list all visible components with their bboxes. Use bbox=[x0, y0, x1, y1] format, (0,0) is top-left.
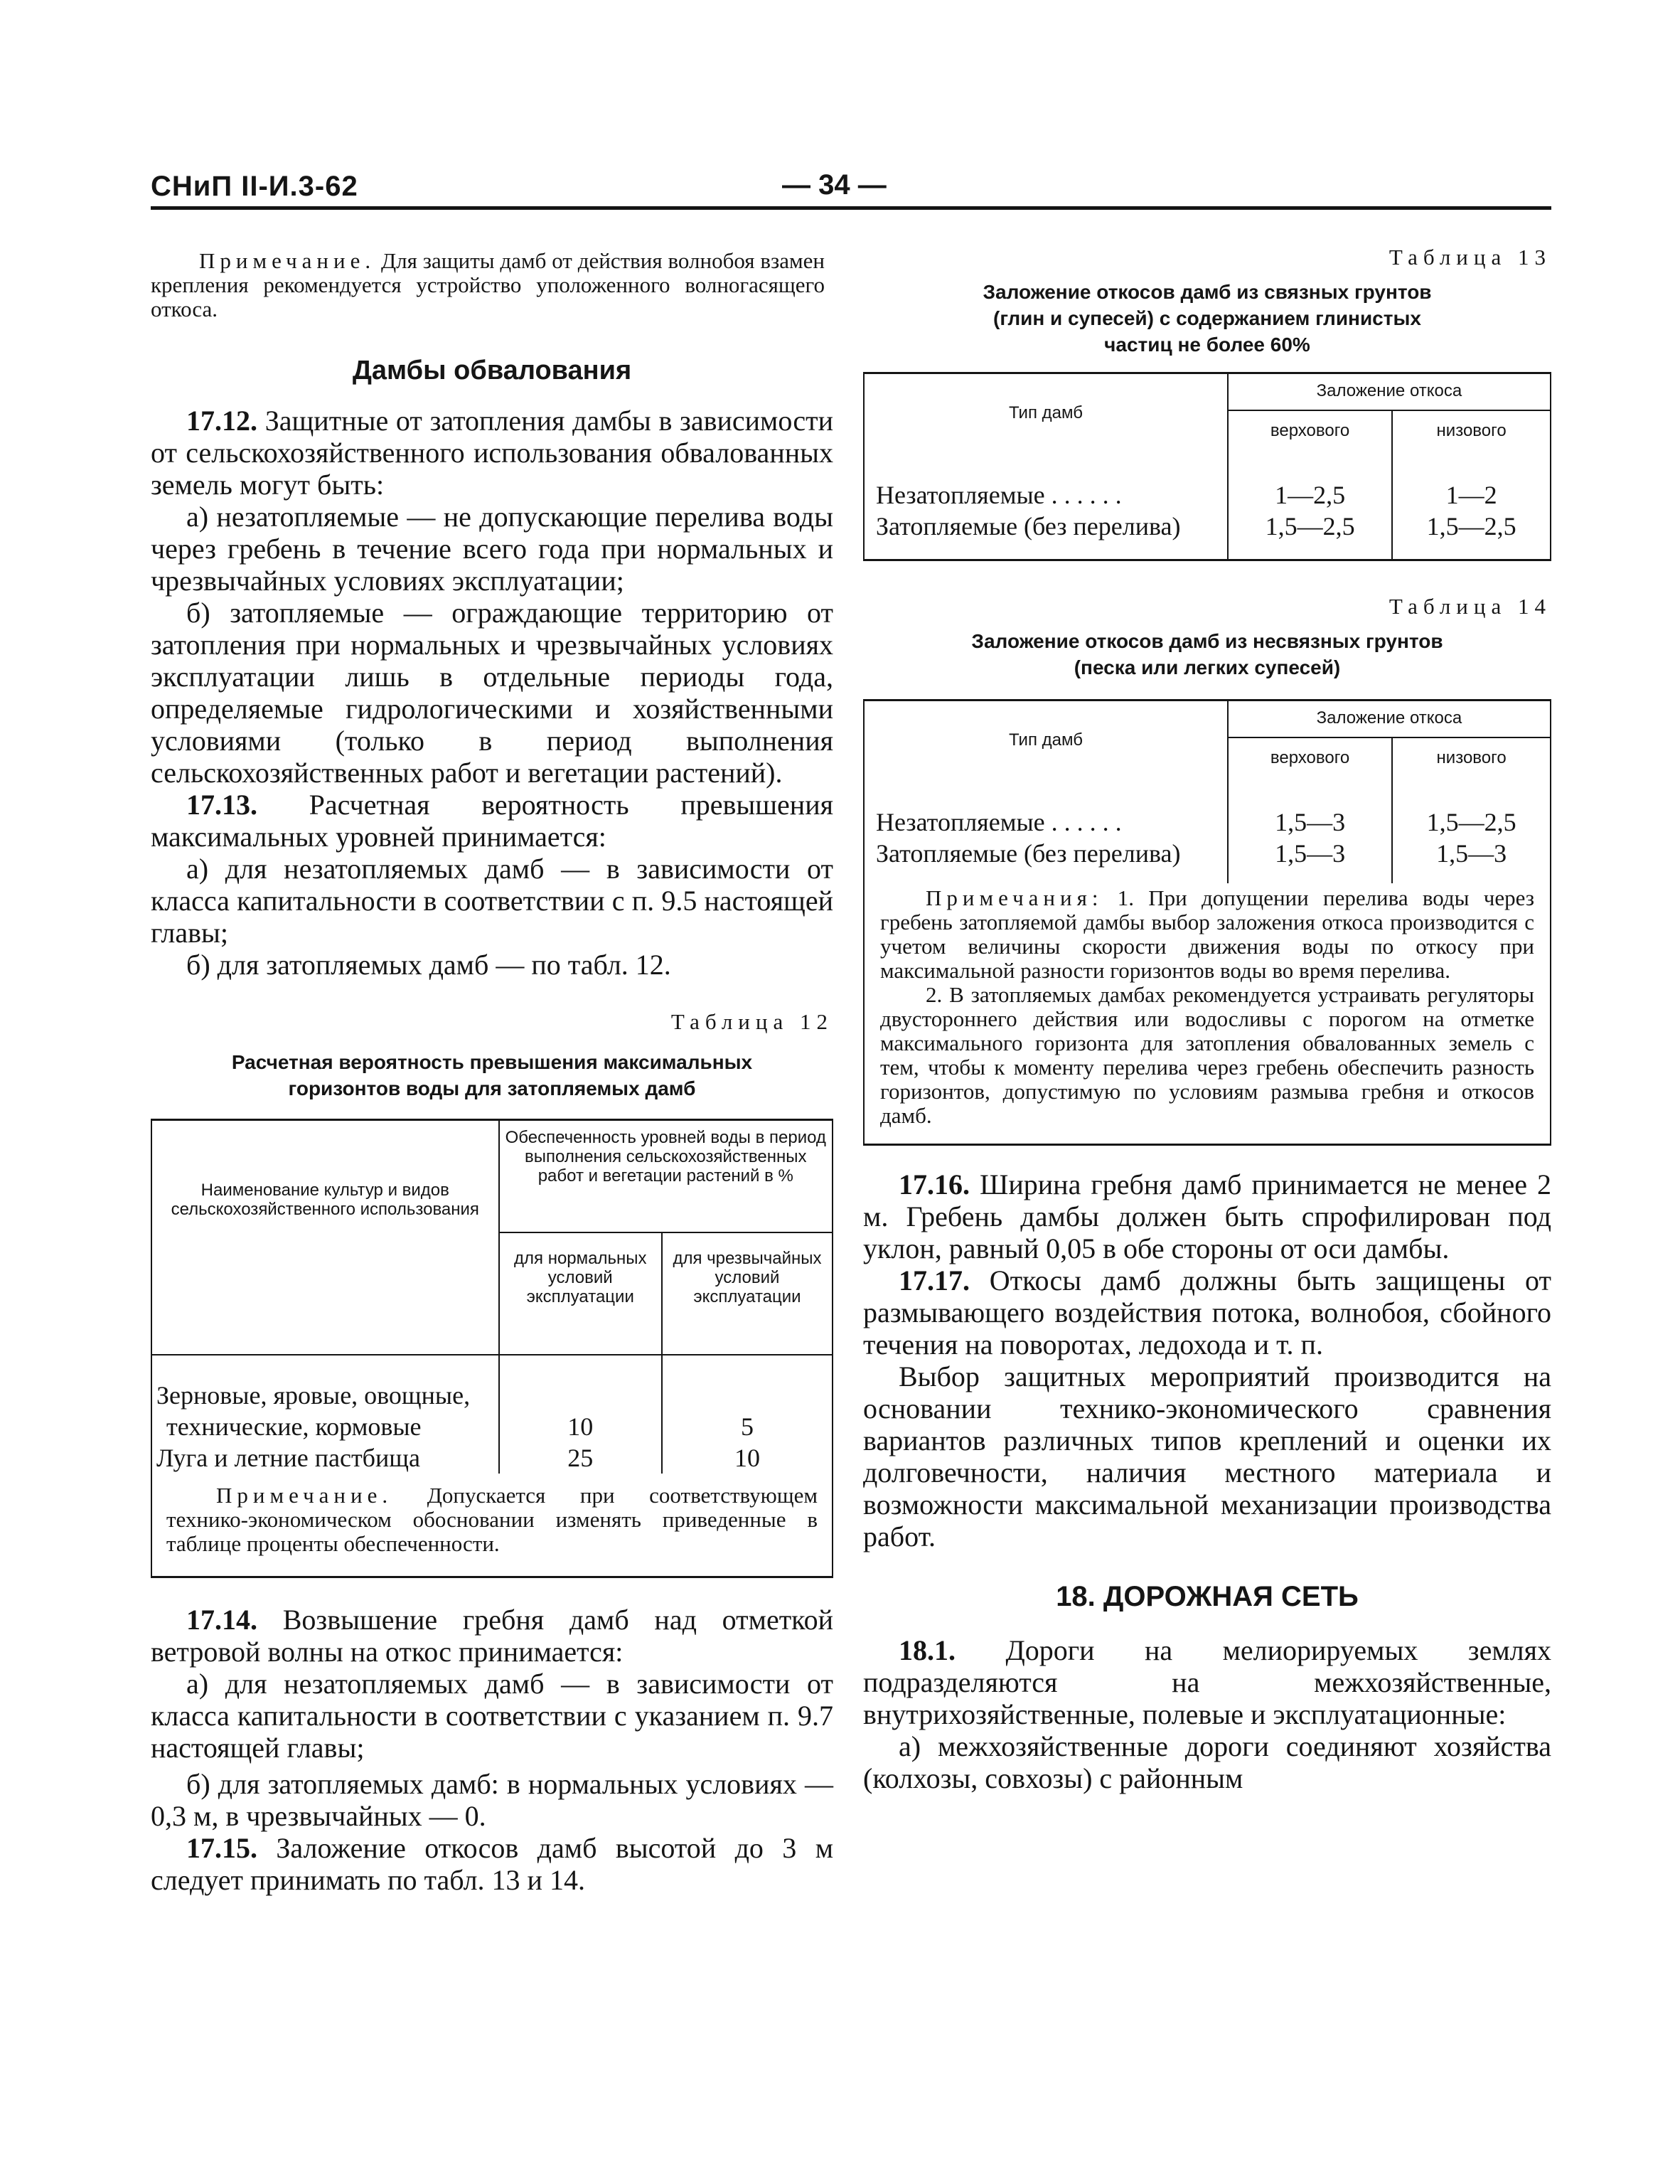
table-12-header-col1 bbox=[152, 1121, 499, 1355]
note-label: Примечание. bbox=[216, 1483, 393, 1508]
header-text: Заложение откоса bbox=[1316, 381, 1462, 400]
table-12-note-text bbox=[166, 1483, 818, 1556]
table-14-title-line1: Заложение откосов дамб из несвязных грунтов bbox=[971, 630, 1443, 652]
table-14-title-line2: (песка или легких супесей) bbox=[1074, 656, 1341, 678]
paragraph-number: 17.13. bbox=[186, 789, 257, 821]
paragraph-17-16 bbox=[863, 1168, 1551, 1264]
paragraph-number: 17.16. bbox=[899, 1168, 970, 1200]
section-title-road-network: 18. ДОРОЖНАЯ СЕТЬ bbox=[1056, 1581, 1359, 1612]
header-text: низового bbox=[1436, 420, 1507, 440]
paragraph-number: 17.14. bbox=[186, 1604, 257, 1636]
cell-value: 10 bbox=[734, 1444, 760, 1472]
row-value-lower bbox=[1392, 779, 1550, 838]
row-value-lower bbox=[1392, 452, 1550, 511]
section-title-dams: Дамбы обвалования bbox=[352, 356, 632, 385]
row-name bbox=[865, 838, 1228, 883]
row-name bbox=[865, 779, 1228, 838]
header-text: Обеспеченность уровней воды в период выполнения сельскохозяйственных работ и вегетации растений в % bbox=[505, 1128, 826, 1186]
table-12 bbox=[151, 1119, 833, 1578]
table-14-header-upper bbox=[1228, 737, 1392, 779]
table-13-label: Таблица 13 bbox=[1389, 245, 1551, 270]
table-14 bbox=[863, 699, 1551, 1146]
cell-text: Затопляемые (без перелива) bbox=[876, 839, 1181, 868]
table-13-title-line1: Заложение откосов дамб из связных грунтов bbox=[983, 281, 1432, 303]
table-12-header-group bbox=[499, 1121, 832, 1232]
row-name bbox=[865, 452, 1228, 511]
table-12-grid bbox=[152, 1121, 832, 1576]
table-14-notes bbox=[865, 883, 1550, 1144]
paragraph-17-14-b: б) для затопляемых дамб: в нормальных условиях — 0,3 м, в чрезвычайных — 0. bbox=[151, 1768, 833, 1832]
cell-value: 1—2 bbox=[1445, 481, 1497, 509]
paragraph-17-12 bbox=[151, 405, 833, 501]
note-label: Примечание. bbox=[199, 248, 376, 273]
row-name bbox=[152, 1442, 499, 1474]
table-12-label: Таблица 12 bbox=[670, 1009, 833, 1034]
header-text: низового bbox=[1436, 747, 1507, 767]
cell-value: 25 bbox=[567, 1444, 594, 1472]
row-value-upper bbox=[1228, 838, 1392, 883]
table-13-header-upper bbox=[1228, 410, 1392, 452]
header-text: для нормальных условий эксплуатации bbox=[514, 1249, 647, 1306]
table-14-note-2: 2. В затопляемых дамбах рекомендуется устраивать регуляторы двустороннего действия или водосливы с порогом на отметке максимального горизонта для затопления обвалованных земель с тем, чтобы к моменту перелива через гребень обеспечить разность горизонтов, допустимую по условиям размыва гребня и откосов дамб. bbox=[880, 982, 1534, 1128]
page-number: — 34 — bbox=[782, 169, 887, 201]
row-name-line1: Зерновые, яровые, овощные, bbox=[156, 1381, 471, 1410]
paragraph-17-15 bbox=[151, 1832, 833, 1896]
paragraph-17-17 bbox=[863, 1264, 1551, 1360]
cell-value: 1—2,5 bbox=[1275, 481, 1346, 509]
table-14-note-1 bbox=[880, 886, 1534, 983]
cell-text: Затопляемые (без перелива) bbox=[876, 512, 1181, 540]
table-14-header-group bbox=[1228, 701, 1550, 737]
header-text: Тип дамб bbox=[1008, 730, 1083, 750]
row-name-line2: технические, кормовые bbox=[166, 1412, 422, 1441]
row-value-upper bbox=[1228, 511, 1392, 559]
row-value-normal bbox=[499, 1442, 662, 1474]
paragraph-17-14 bbox=[151, 1604, 833, 1668]
table-14-label: Таблица 14 bbox=[1389, 594, 1551, 619]
cell-value: 10 bbox=[567, 1412, 594, 1441]
table-13-title-line2: (глин и супесей) с содержанием глинистых bbox=[993, 307, 1421, 329]
header-text: Тип дамб bbox=[1008, 403, 1083, 422]
note-text: Для защиты дамб от действия волнобоя взамен крепления рекомендуется устройство уположенного волногасящего откоса. bbox=[151, 248, 825, 321]
table-13-title-line3: частиц не более 60% bbox=[1104, 334, 1310, 356]
paragraph-text: Ширина гребня дамб принимается не менее 2 м. Гребень дамбы должен быть спрофилирован под уклон, равный 0,05 в обе стороны от оси дамбы. bbox=[863, 1168, 1551, 1264]
cell-value: 1,5—2,5 bbox=[1426, 808, 1516, 836]
paragraph-18-1 bbox=[863, 1634, 1551, 1730]
paragraph-17-14-a: а) для незатопляемых дамб — в зависимости от класса капитальности в соответствии с указанием п. 9.7 настоящей главы; bbox=[151, 1668, 833, 1764]
table-12-title-line2: горизонтов воды для затопляемых дамб bbox=[288, 1077, 696, 1099]
table-row bbox=[152, 1355, 832, 1442]
paragraph-18-1-a: а) межхозяйственные дороги соединяют хозяйства (колхозы, совхозы) с районным bbox=[863, 1730, 1551, 1794]
paragraph-number: 18.1. bbox=[899, 1634, 956, 1666]
paragraph-number: 17.12. bbox=[186, 405, 257, 437]
table-row bbox=[865, 779, 1550, 838]
paragraph-17-13-b: б) для затопляемых дамб — по табл. 12. bbox=[186, 949, 671, 981]
note-text: 1. При допущении перелива воды через гребень затопляемой дамбы выбор заложения откоса производится с учетом величины скорости движения воды по откосу при максимальной разности горизонтов воды во время перелива. bbox=[880, 885, 1534, 983]
paragraph-17-13-a: а) для незатопляемых дамб — в зависимости от класса капитальности в соответствии с п. 9.5 настоящей главы; bbox=[151, 853, 833, 949]
table-12-header-normal bbox=[499, 1232, 662, 1355]
row-name-line1: Луга и летние пастбища bbox=[156, 1444, 420, 1472]
table-13 bbox=[863, 372, 1551, 561]
cell-value: 1,5—3 bbox=[1275, 808, 1346, 836]
note-text: Допускается при соответствующем технико-экономическом обосновании изменять приведенные в таблице проценты обеспеченности. bbox=[166, 1483, 818, 1556]
cell-text: Незатопляемые . . . . . . bbox=[876, 481, 1122, 509]
cell-value: 1,5—3 bbox=[1436, 839, 1507, 868]
table-14-header-lower bbox=[1392, 737, 1550, 779]
paragraph-text: Дороги на мелиорируемых землях подразделяются на межхозяйственные, внутрихозяйственные, полевые и эксплуатационные: bbox=[863, 1634, 1551, 1730]
left-column bbox=[151, 249, 833, 1896]
paragraph-text: Заложение откосов дамб высотой до 3 м следует принимать по табл. 13 и 14. bbox=[151, 1832, 833, 1896]
paragraph-17-12-b: б) затопляемые — ограждающие территорию от затопления при нормальных и чрезвычайных условиях эксплуатации лишь в отдельные периоды года, определяемые гидрологическими и хозяйственными условиями (только в период выполнения сельскохозяйственных работ и вегетации растений). bbox=[151, 597, 833, 789]
row-value-lower bbox=[1392, 838, 1550, 883]
paragraph-text: Откосы дамб должны быть защищены от размывающего воздействия потока, волнобоя, сбойного течения на поворотах, ледохода и т. п. bbox=[863, 1264, 1551, 1360]
row-value-extreme bbox=[662, 1442, 832, 1474]
paragraph-text: Расчетная вероятность превышения максимальных уровней принимается: bbox=[151, 789, 833, 853]
cell-text: Незатопляемые . . . . . . bbox=[876, 808, 1122, 836]
cell-value: 5 bbox=[740, 1412, 754, 1441]
row-name bbox=[152, 1355, 499, 1442]
table-14-grid bbox=[865, 701, 1550, 1144]
paragraph-17-13 bbox=[151, 789, 833, 853]
table-13-grid bbox=[865, 374, 1550, 559]
table-13-header-lower bbox=[1392, 410, 1550, 452]
header-text: Заложение откоса bbox=[1316, 708, 1462, 728]
cell-value: 1,5—2,5 bbox=[1426, 512, 1516, 540]
cell-value: 1,5—2,5 bbox=[1265, 512, 1355, 540]
header-text: верхового bbox=[1270, 747, 1350, 767]
note-dam-protection bbox=[151, 249, 825, 321]
header-text: верхового bbox=[1270, 420, 1350, 440]
table-12-note bbox=[152, 1474, 832, 1576]
table-13-header-col1 bbox=[865, 374, 1228, 452]
right-column bbox=[863, 245, 1551, 1794]
header-rule bbox=[151, 206, 1551, 210]
header-text: Наименование культур и видов сельскохозяйственного использования bbox=[171, 1181, 479, 1219]
paragraph-17-17-b: Выбор защитных мероприятий производится на основании технико-экономического сравнения вариантов различных типов креплений и оценки их долговечности, наличия местного материала и возможности максимальной механизации производства работ. bbox=[863, 1360, 1551, 1552]
row-value-extreme bbox=[662, 1355, 832, 1442]
note-label: Примечания: bbox=[926, 885, 1103, 910]
paragraph-text: Возвышение гребня дамб над отметкой ветровой волны на откос принимается: bbox=[151, 1604, 833, 1668]
table-row bbox=[865, 511, 1550, 559]
table-13-header-group bbox=[1228, 374, 1550, 410]
row-value-upper bbox=[1228, 452, 1392, 511]
table-14-header-col1 bbox=[865, 701, 1228, 779]
row-value-normal bbox=[499, 1355, 662, 1442]
table-12-title-line1: Расчетная вероятность превышения максимальных bbox=[231, 1051, 753, 1073]
row-value-upper bbox=[1228, 779, 1392, 838]
paragraph-17-12-a: а) незатопляемые — не допускающие перелива воды через гребень в течение всего года при нормальных и чрезвычайных условиях эксплуатации; bbox=[151, 501, 833, 597]
cell-value: 1,5—3 bbox=[1275, 839, 1346, 868]
table-row bbox=[865, 452, 1550, 511]
paragraph-number: 17.15. bbox=[186, 1832, 257, 1864]
paragraph-text: Защитные от затопления дамбы в зависимости от сельскохозяйственного использования обвалованных земель могут быть: bbox=[151, 405, 833, 501]
row-name bbox=[865, 511, 1228, 559]
row-value-lower bbox=[1392, 511, 1550, 559]
paragraph-number: 17.17. bbox=[899, 1264, 970, 1296]
header-text: для чрезвычайных условий эксплуатации bbox=[673, 1249, 822, 1306]
document-code: СНиП II-И.3-62 bbox=[151, 171, 358, 202]
table-row bbox=[865, 838, 1550, 883]
table-row bbox=[152, 1442, 832, 1474]
table-12-header-extreme bbox=[662, 1232, 832, 1355]
